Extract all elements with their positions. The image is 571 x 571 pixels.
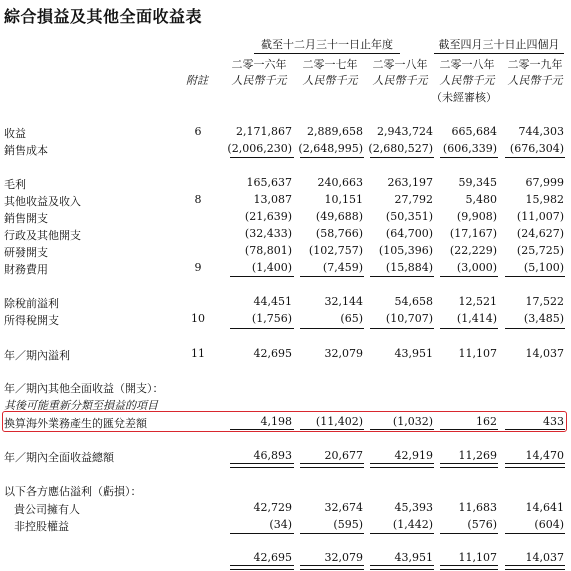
- col5-unit: 人民幣千元: [507, 74, 563, 87]
- row-value: 15,982: [525, 193, 564, 206]
- row-value: (1,032): [392, 415, 433, 428]
- total-double-rule: [505, 463, 565, 468]
- row-value: 4,198: [260, 415, 292, 428]
- row-value: 67,999: [525, 176, 564, 189]
- row-profit-before-tax: [0, 295, 571, 309]
- row-label: 年／期內溢利: [4, 349, 70, 362]
- row-value: (604): [534, 518, 564, 531]
- subtotal-rule: [370, 429, 434, 430]
- row-value: 433: [543, 415, 564, 428]
- row-value: 54,658: [394, 295, 433, 308]
- row-value: 10,151: [324, 193, 363, 206]
- row-value: (3,000): [456, 261, 497, 274]
- row-value: 11,269: [458, 449, 497, 462]
- subtotal-rule: [505, 157, 565, 158]
- row-value: 45,393: [394, 501, 433, 514]
- row-value: 2,171,867: [236, 125, 292, 138]
- row-value: 12,521: [458, 295, 497, 308]
- row-value: 665,684: [451, 125, 497, 138]
- subtotal-rule: [440, 276, 498, 277]
- col1-year: 二零一六年: [231, 58, 287, 71]
- total-double-rule: [300, 463, 364, 468]
- year-group-header: 截至十二月三十一日止年度: [254, 36, 400, 54]
- row-value: 17,522: [525, 295, 564, 308]
- row-value: (2,680,527): [368, 142, 433, 155]
- subtotal-rule: [230, 533, 294, 534]
- row-note: 11: [191, 347, 205, 360]
- col3-year: 二零一八年: [372, 58, 428, 71]
- row-note: 10: [191, 312, 205, 325]
- subtotal-rule: [300, 533, 364, 534]
- subtotal-rule: [505, 276, 565, 277]
- total-double-rule: [230, 463, 294, 468]
- row-total-comprehensive-income: [0, 449, 571, 463]
- row-selling-expenses: [0, 210, 571, 224]
- row-value: (606,339): [442, 142, 497, 155]
- subtotal-rule: [440, 533, 498, 534]
- total-double-rule: [505, 565, 565, 570]
- row-value: (15,884): [385, 261, 433, 274]
- subtotal-rule: [230, 429, 294, 430]
- row-value: 59,345: [458, 176, 497, 189]
- row-value: (64,700): [385, 227, 433, 240]
- row-note: 8: [194, 193, 202, 206]
- statement-title: 綜合損益及其他全面收益表: [4, 7, 203, 26]
- subtotal-rule: [300, 157, 364, 158]
- row-value: (34): [269, 518, 292, 531]
- row-value: (65): [340, 312, 363, 325]
- subtotal-rule: [300, 276, 364, 277]
- row-value: (102,757): [308, 244, 363, 257]
- row-value: (17,167): [449, 227, 497, 240]
- row-label: 行政及其他開支: [4, 229, 81, 242]
- col1-unit: 人民幣千元: [231, 74, 287, 87]
- row-value: 43,951: [394, 347, 433, 360]
- col5-year: 二零一九年: [507, 58, 563, 71]
- row-label: 其他收益及收入: [4, 195, 81, 208]
- subtotal-rule: [440, 429, 498, 430]
- period-group-header: 截至四月三十日止四個月: [434, 36, 564, 54]
- row-reclassify-heading: [0, 397, 571, 411]
- row-label: 所得稅開支: [4, 314, 59, 327]
- row-value: (49,688): [315, 210, 363, 223]
- row-non-controlling: [0, 518, 571, 532]
- row-value: (7,459): [322, 261, 363, 274]
- row-value: 42,729: [253, 501, 292, 514]
- row-note: 9: [194, 261, 202, 274]
- row-value: 11,107: [458, 347, 497, 360]
- total-double-rule: [370, 463, 434, 468]
- row-owners: [0, 501, 571, 515]
- row-label: 研發開支: [4, 246, 48, 259]
- subtotal-rule: [440, 157, 498, 158]
- row-value: 14,037: [525, 551, 564, 564]
- subtotal-rule: [370, 328, 434, 329]
- row-value: (1,442): [392, 518, 433, 531]
- row-value: (11,402): [315, 415, 363, 428]
- row-value: 32,079: [324, 347, 363, 360]
- row-label: 銷售成本: [4, 144, 48, 157]
- col3-unit: 人民幣千元: [372, 74, 428, 87]
- row-value: 42,695: [253, 347, 292, 360]
- row-admin-expenses: [0, 227, 571, 241]
- subtotal-rule: [230, 328, 294, 329]
- row-label: 財務費用: [4, 263, 48, 276]
- row-value: 11,107: [458, 551, 497, 564]
- row-value: 162: [476, 415, 497, 428]
- col2-unit: 人民幣千元: [302, 74, 358, 87]
- col4-unit: 人民幣千元: [439, 74, 495, 87]
- row-value: 744,303: [518, 125, 564, 138]
- row-label: 其後可能重新分類至損益的項目: [4, 399, 158, 412]
- row-value: 43,951: [394, 551, 433, 564]
- row-gross-profit: [0, 176, 571, 190]
- row-value: 2,943,724: [377, 125, 433, 138]
- row-label: 非控股權益: [14, 520, 69, 533]
- row-label: 換算海外業務產生的匯兌差額: [4, 417, 147, 430]
- col4-year: 二零一八年: [439, 58, 495, 71]
- row-value: 13,087: [253, 193, 292, 206]
- row-value: (105,396): [378, 244, 433, 257]
- row-value: 14,470: [525, 449, 564, 462]
- row-value: 44,451: [253, 295, 292, 308]
- row-value: 42,919: [394, 449, 433, 462]
- row-value: 46,893: [253, 449, 292, 462]
- row-label: 以下各方應佔溢利（虧損）：: [4, 485, 142, 498]
- subtotal-rule: [300, 328, 364, 329]
- row-note: 6: [194, 125, 202, 138]
- row-value: (24,627): [516, 227, 564, 240]
- col4-unaudited: （未經審核）: [431, 91, 497, 104]
- row-value: (1,756): [251, 312, 292, 325]
- subtotal-rule: [300, 429, 364, 430]
- row-fx-differences: [0, 415, 571, 429]
- subtotal-rule: [440, 328, 498, 329]
- subtotal-rule: [230, 157, 294, 158]
- row-value: (50,351): [385, 210, 433, 223]
- row-label: 年／期內全面收益總額: [4, 451, 114, 464]
- note-column-header: 附註: [186, 74, 208, 87]
- row-label: 銷售開支: [4, 212, 48, 225]
- row-value: 2,889,658: [307, 125, 363, 138]
- col2-year: 二零一七年: [302, 58, 358, 71]
- row-value: (21,639): [244, 210, 292, 223]
- total-double-rule: [300, 565, 364, 570]
- row-value: (3,485): [523, 312, 564, 325]
- row-other-income: [0, 193, 571, 207]
- row-finance-costs: [0, 261, 571, 275]
- row-value: 263,197: [387, 176, 433, 189]
- row-value: (11,007): [516, 210, 564, 223]
- total-double-rule: [370, 565, 434, 570]
- row-attributable-total: [0, 551, 571, 565]
- subtotal-rule: [370, 276, 434, 277]
- row-cost-of-sales: [0, 142, 571, 156]
- row-value: (78,801): [244, 244, 292, 257]
- row-value: (676,304): [509, 142, 564, 155]
- row-label: 年／期內其他全面收益（開支）：: [4, 382, 164, 395]
- row-value: (1,400): [251, 261, 292, 274]
- total-double-rule: [440, 565, 498, 570]
- row-value: 32,144: [324, 295, 363, 308]
- row-value: (2,006,230): [227, 142, 292, 155]
- row-label: 貴公司擁有人: [14, 503, 80, 516]
- row-value: (2,648,995): [298, 142, 363, 155]
- row-oci-heading: [0, 380, 571, 394]
- row-value: 42,695: [253, 551, 292, 564]
- subtotal-rule: [505, 429, 565, 430]
- row-value: (5,100): [523, 261, 564, 274]
- row-value: (25,725): [516, 244, 564, 257]
- row-value: (10,707): [385, 312, 433, 325]
- row-value: 20,677: [324, 449, 363, 462]
- row-value: 32,079: [324, 551, 363, 564]
- row-value: 14,037: [525, 347, 564, 360]
- row-label: 毛利: [4, 178, 26, 191]
- row-value: (58,766): [315, 227, 363, 240]
- subtotal-rule: [505, 328, 565, 329]
- row-profit-for-period: [0, 347, 571, 361]
- row-value: (32,433): [244, 227, 292, 240]
- row-label: 除稅前溢利: [4, 297, 59, 310]
- row-value: 14,641: [525, 501, 564, 514]
- row-attributable-heading: [0, 483, 571, 497]
- row-value: 11,683: [458, 501, 497, 514]
- row-value: (9,908): [456, 210, 497, 223]
- row-value: (22,229): [449, 244, 497, 257]
- row-value: 240,663: [317, 176, 363, 189]
- row-label: 收益: [4, 127, 26, 140]
- row-revenue: [0, 125, 571, 139]
- row-value: (595): [333, 518, 363, 531]
- subtotal-rule: [370, 157, 434, 158]
- subtotal-rule: [230, 276, 294, 277]
- row-value: 32,674: [324, 501, 363, 514]
- subtotal-rule: [370, 533, 434, 534]
- total-double-rule: [440, 463, 498, 468]
- total-double-rule: [230, 565, 294, 570]
- subtotal-rule: [505, 533, 565, 534]
- row-value: 165,637: [246, 176, 292, 189]
- row-value: 5,480: [465, 193, 497, 206]
- row-value: 27,792: [394, 193, 433, 206]
- row-value: (576): [467, 518, 497, 531]
- row-income-tax: [0, 312, 571, 326]
- row-value: (1,414): [456, 312, 497, 325]
- row-rnd-expenses: [0, 244, 571, 258]
